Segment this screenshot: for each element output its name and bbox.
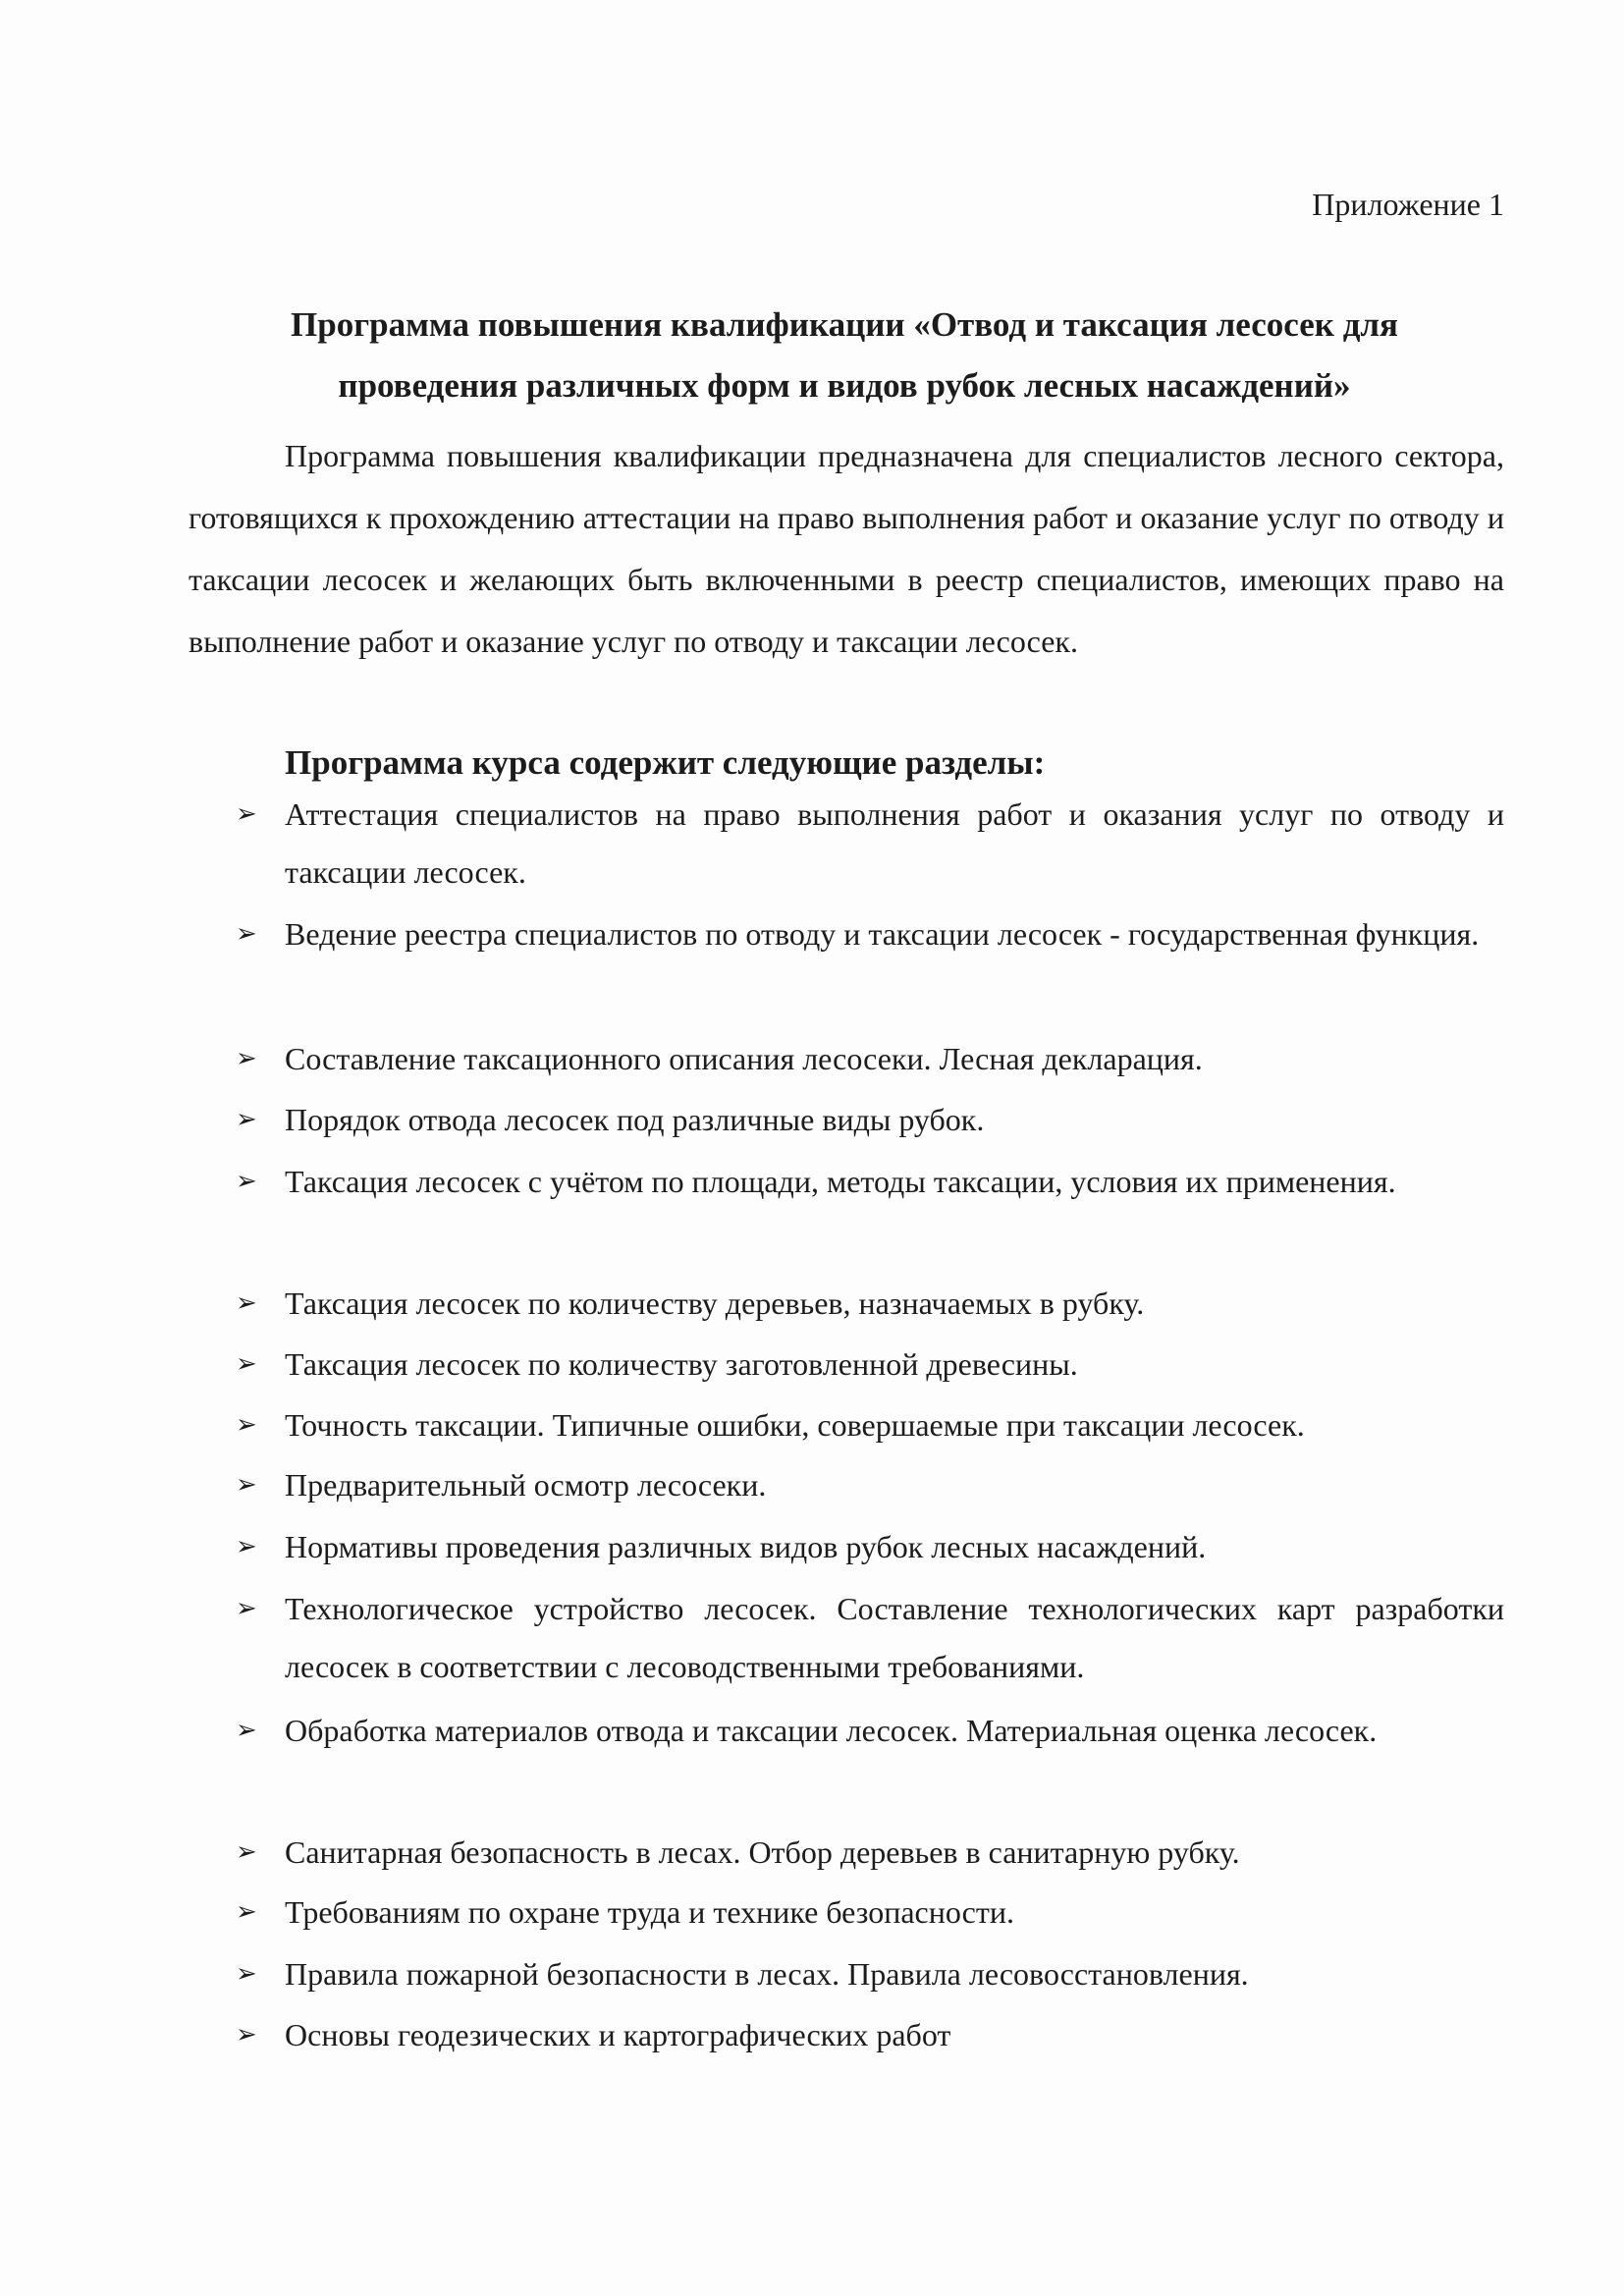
topic-item <box>236 1030 1504 1088</box>
topic-item <box>236 1336 1504 1394</box>
title-line-2: проведения различных форм и видов рубок лесных насаждений» <box>338 366 1351 405</box>
topic-text: Таксация лесосек по количеству деревьев, назначаемых в рубку. <box>285 1285 1145 1321</box>
document-title <box>187 295 1502 416</box>
topic-item <box>236 1580 1504 1696</box>
topic-text: Правила пожарной безопасности в лесах. Правила лесовосстановления. <box>285 1956 1249 1992</box>
topic-text: Предварительный осмотр лесосеки. <box>285 1467 767 1503</box>
topic-item <box>236 1945 1504 2003</box>
topic-item <box>236 1396 1504 1454</box>
topic-item <box>236 1275 1504 1333</box>
topic-text: Технологическое устройство лесосек. Составление технологических карт разработки лесосек в соответствии с лесоводственными требованиями. <box>285 1591 1504 1684</box>
topic-item <box>236 1824 1504 1882</box>
arrow-bullet-icon: ➢ <box>236 1410 257 1440</box>
arrow-bullet-icon: ➢ <box>236 1959 257 1989</box>
appendix-label: Приложение 1 <box>1312 187 1504 222</box>
topic-item <box>236 1518 1504 1576</box>
topic-text: Обработка материалов отвода и таксации лесосек. Материальная оценка лесосек. <box>285 1713 1378 1748</box>
title-line-1: Программа повышения квалификации «Отвод и таксация лесосек для <box>291 305 1398 344</box>
topic-text: Составление таксационного описания лесосеки. Лесная декларация. <box>285 1041 1203 1076</box>
arrow-bullet-icon: ➢ <box>236 1594 257 1623</box>
topic-item <box>236 1091 1504 1149</box>
topic-item <box>236 786 1504 902</box>
topic-text: Основы геодезических и картографических работ <box>285 2017 951 2052</box>
topic-item <box>236 2006 1504 2064</box>
arrow-bullet-icon: ➢ <box>236 1532 257 1561</box>
topic-item <box>236 1702 1504 1760</box>
arrow-bullet-icon: ➢ <box>236 2020 257 2050</box>
arrow-bullet-icon: ➢ <box>236 1470 257 1500</box>
topic-item <box>236 1884 1504 1941</box>
topic-text: Нормативы проведения различных видов рубок лесных насаждений. <box>285 1529 1207 1564</box>
topic-item <box>236 1456 1504 1514</box>
arrow-bullet-icon: ➢ <box>236 1288 257 1318</box>
intro-paragraph: Программа повышения квалификации предназначена для специалистов лесного сектора, готовящихся к прохождению аттестации на право выполнения работ и оказание услуг по отводу и таксации лесосек и желающих быть включенными в реестр специалистов, имеющих право на выполнение работ и оказание услуг по отводу и таксации лесосек. <box>189 438 1504 659</box>
topic-text: Ведение реестра специалистов по отводу и таксации лесосек - государственная функция. <box>285 916 1480 952</box>
sections-heading: Программа курса содержит следующие разделы: <box>285 743 1046 782</box>
arrow-bullet-icon: ➢ <box>236 799 257 829</box>
arrow-bullet-icon: ➢ <box>236 1044 257 1073</box>
topic-text: Точность таксации. Типичные ошибки, совершаемые при таксации лесосек. <box>285 1407 1305 1443</box>
arrow-bullet-icon: ➢ <box>236 1837 257 1867</box>
topic-text: Порядок отвода лесосек под различные виды рубок. <box>285 1102 985 1137</box>
topic-text: Требованиям по охране труда и технике безопасности. <box>285 1894 1014 1930</box>
arrow-bullet-icon: ➢ <box>236 1105 257 1134</box>
topic-text: Таксация лесосек с учётом по площади, методы таксации, условия их применения. <box>285 1164 1396 1199</box>
topic-text: Аттестация специалистов на право выполнения работ и оказания услуг по отводу и таксации лесосек. <box>285 796 1504 890</box>
topic-text: Санитарная безопасность в лесах. Отбор деревьев в санитарную рубку. <box>285 1834 1240 1870</box>
arrow-bullet-icon: ➢ <box>236 1349 257 1379</box>
arrow-bullet-icon: ➢ <box>236 1897 257 1927</box>
topic-text: Таксация лесосек по количеству заготовленной древесины. <box>285 1346 1078 1382</box>
topic-item <box>236 1153 1504 1211</box>
arrow-bullet-icon: ➢ <box>236 919 257 949</box>
arrow-bullet-icon: ➢ <box>236 1167 257 1196</box>
topic-item <box>236 905 1504 963</box>
arrow-bullet-icon: ➢ <box>236 1716 257 1745</box>
